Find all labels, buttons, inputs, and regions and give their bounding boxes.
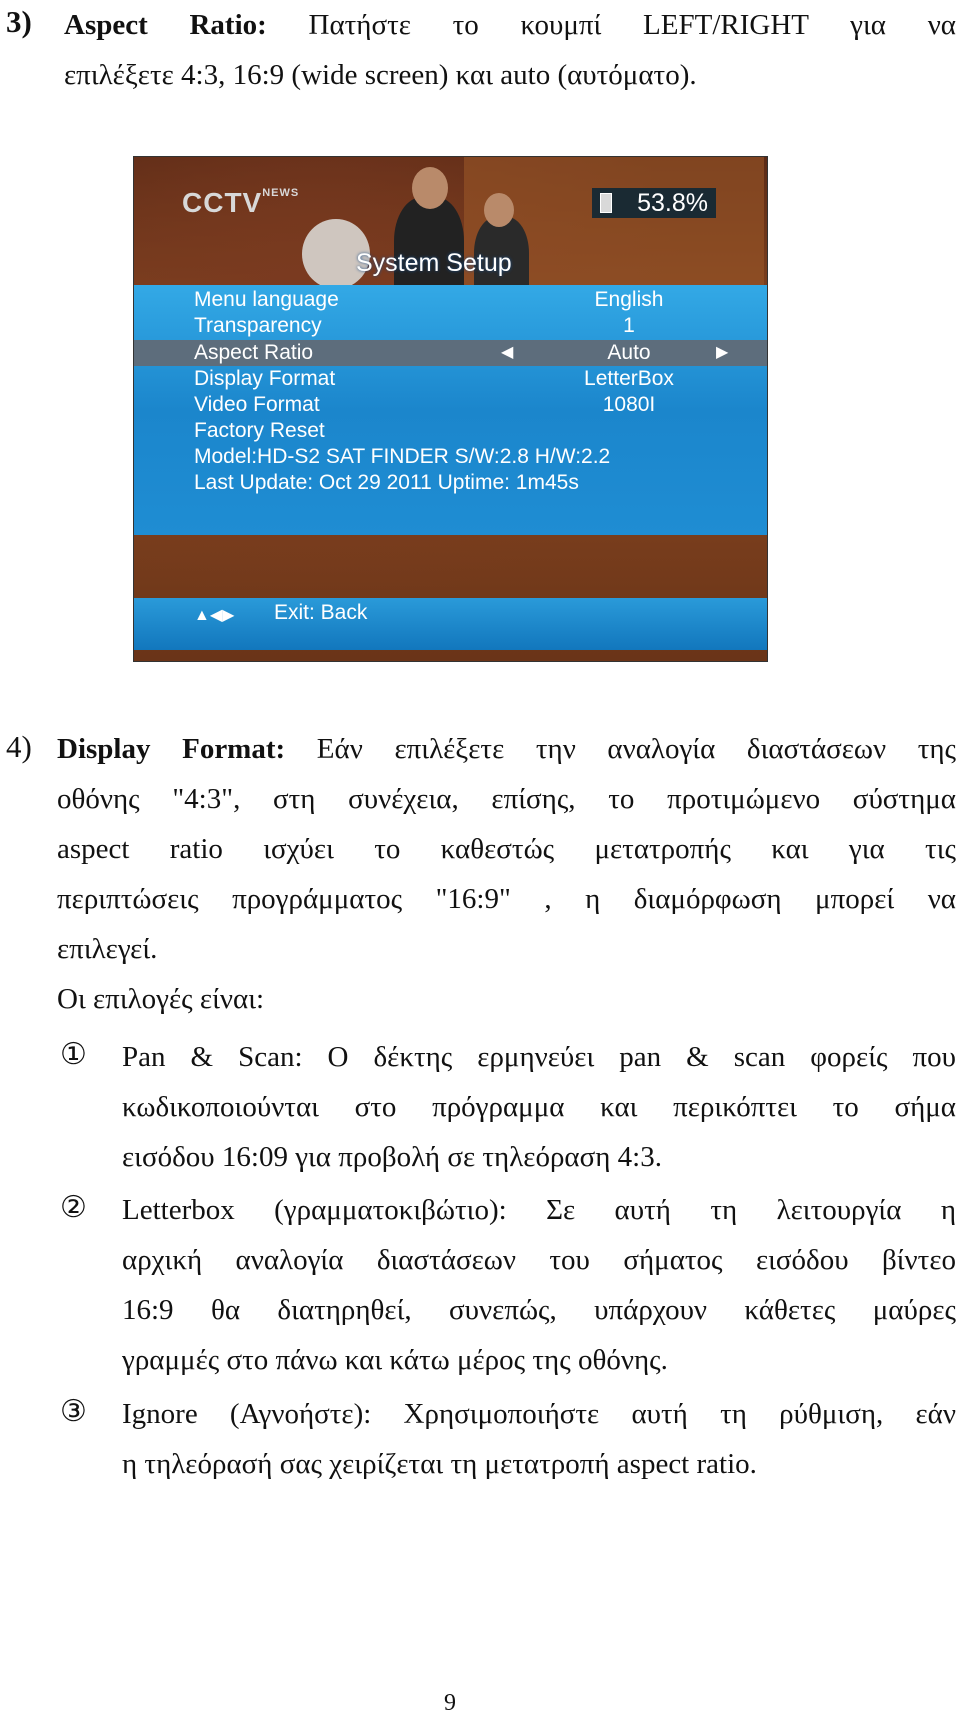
menu-row-label: Transparency (194, 314, 322, 337)
section-4-heading: Display Format: (57, 733, 286, 765)
section-4-line-1-rest: Εάν επιλέξετε την αναλογία διαστάσεων της (316, 733, 957, 765)
menu-row-menu-language[interactable] (194, 287, 754, 313)
section-4-line-2: οθόνης "4:3", στη συνέχεια, επίσης, το προτιμώμενο σύστημα (57, 783, 956, 815)
menu-row-aspect-ratio[interactable] (134, 340, 767, 366)
option-1-line-2: κωδικοποιούνται στο πρόγραμμα και περικόπτει το σήμα (122, 1091, 956, 1123)
option-1-line-3: εισόδου 16:09 για προβολή σε τηλεόραση 4:3. (122, 1141, 662, 1173)
menu-row-label: Factory Reset (194, 419, 325, 442)
menu-row-value: 1 (623, 314, 635, 337)
system-setup-menu (134, 285, 767, 535)
option-2-marker: ② (60, 1190, 87, 1225)
option-1-marker: ① (60, 1037, 87, 1072)
menu-row-video-format[interactable] (194, 392, 754, 418)
section-3-line-2: επιλέξετε 4:3, 16:9 (wide screen) και auto (αυτόματο). (64, 59, 697, 91)
option-1-text (122, 1032, 956, 1182)
section-4-line-4: περιπτώσεις προγράμματος "16:9" , η διαμόρφωση μπορεί να (57, 883, 956, 915)
option-2-line-3: 16:9 θα διατηρηθεί, συνεπώς, υπάρχουν κάθετες μαύρες (122, 1294, 956, 1326)
page-number: 9 (444, 1690, 456, 1716)
section-4-line-5: επιλεγεί. (57, 933, 158, 965)
menu-row-transparency[interactable] (194, 313, 754, 339)
menu-row-label: Aspect Ratio (194, 341, 314, 364)
section-4-line-3: aspect ratio ισχύει το καθεστώς μετατροπής και για τις (57, 833, 956, 865)
menu-row-label: Menu language (194, 288, 339, 311)
menu-row-value: 1080I (602, 393, 656, 416)
signal-strength-indicator (592, 188, 716, 218)
menu-row-factory-reset[interactable] (194, 418, 754, 444)
option-2-line-2: αρχική αναλογία διαστάσεων του σήματος εισόδου βίντεο (122, 1244, 956, 1276)
menu-row-value: English (594, 288, 664, 311)
section-4-text (57, 724, 956, 1024)
exit-back-hint[interactable]: Exit: Back (274, 601, 368, 624)
option-1-line-1: Pan & Scan: Ο δέκτης ερμηνεύει pan & scan φορείς που (122, 1041, 956, 1073)
option-3-line-2: η τηλεόρασή σας χειρίζεται τη μετατροπή aspect ratio. (122, 1448, 757, 1480)
section-3-line-1 (64, 0, 956, 50)
signal-strength-value: 53.8% (637, 189, 708, 217)
options-intro: Οι επιλογές είναι: (57, 983, 265, 1015)
section-3-heading: Aspect Ratio: (64, 9, 267, 41)
menu-row-display-format[interactable] (194, 366, 754, 392)
arrow-left-icon[interactable]: ◀ (501, 344, 514, 361)
option-2-line-1: Letterbox (γραμματοκιβώτιο): Σε αυτή τη λειτουργία η (122, 1194, 956, 1226)
background-person-head (484, 193, 514, 227)
section-3-number: 3) (6, 4, 32, 39)
section-4-line-1 (57, 724, 956, 774)
menu-row-value: LetterBox (584, 367, 674, 390)
menu-row-label: Video Format (194, 393, 320, 416)
menu-row-label: Display Format (194, 367, 336, 390)
option-3-marker: ③ (60, 1394, 87, 1429)
section-3-line-1-rest: Πατήστε το κουμπί LEFT/RIGHT για να (308, 9, 956, 41)
model-info: Model:HD-S2 SAT FINDER S/W:2.8 H/W:2.2 (194, 445, 611, 468)
arrow-right-icon[interactable]: ▶ (716, 344, 729, 361)
setup-menu-screenshot (133, 156, 768, 662)
option-3-text (122, 1389, 956, 1489)
section-4-number: 4) (6, 729, 32, 764)
signal-icon (600, 193, 612, 213)
option-2-text (122, 1185, 956, 1385)
navigation-arrows-icon: ▲◀▶ (194, 607, 235, 624)
section-3-text (64, 0, 956, 100)
channel-logo: $CCTV^{NEWS}$ (182, 187, 300, 218)
menu-title: System Setup (356, 249, 512, 277)
background-person-head (412, 167, 448, 209)
last-update-info: Last Update: Oct 29 2011 Uptime: 1m45s (194, 471, 579, 494)
option-3-line-1: Ignore (Αγνοήστε): Χρησιμοποιήστε αυτή τη ρύθμιση, εάν (122, 1398, 956, 1430)
menu-row-value: Auto (607, 341, 651, 364)
option-2-line-4: γραμμές στο πάνω και κάτω μέρος της οθόνης. (122, 1344, 668, 1376)
